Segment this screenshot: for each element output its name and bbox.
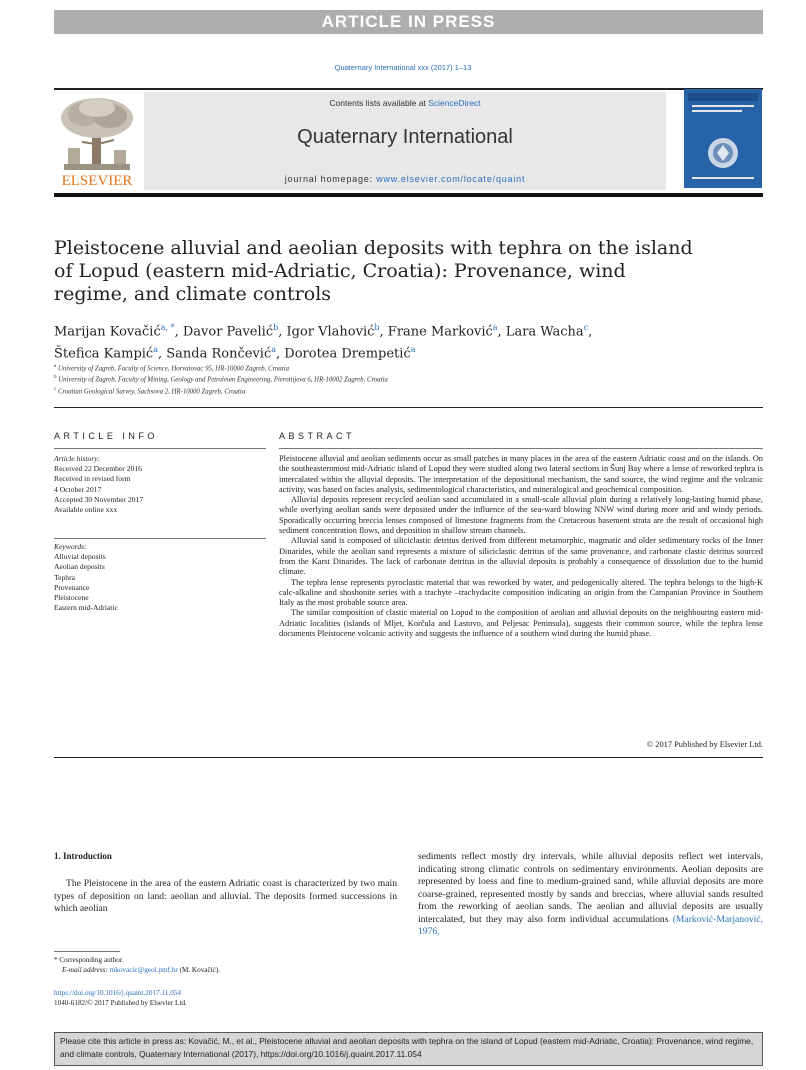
- authors-line-2: [54, 341, 754, 363]
- header-bottom-rule: [54, 193, 763, 197]
- history-item: 4 October 2017: [54, 484, 102, 494]
- author-affil-mark[interactable]: b: [273, 323, 279, 332]
- affiliation-item: [54, 373, 754, 384]
- introduction-text-left: The Pleistocene in the area of the eastern Adriatic coast is characterized by two main types of deposition on land: aeolian and alluvial. The deposits formed successions in which aeolian: [54, 878, 397, 914]
- introduction-text: sediments reflect mostly dry intervals, while alluvial deposits reflect wet intervals, indicating strong climatic controls on sedimentary environments. Aeolian deposits are represented by loess and fine to medium-grained sand, while alluvial deposits are more coarse-grained, represented mostly by sands and breccias, where alluvial sands resulted from the reworking of aeolian sands. The aeolian and alluvial deposits are usually intercalated, but they may also form individual accumulations: [418, 851, 763, 925]
- contents-available-line: [144, 98, 666, 108]
- affiliations: [54, 362, 754, 396]
- homepage-prefix: journal homepage:: [284, 174, 377, 184]
- journal-cover-image: [684, 89, 762, 188]
- journal-citation-link[interactable]: Quaternary International xxx (2017) 1–13: [334, 63, 472, 72]
- affiliation-mark: a: [54, 364, 57, 369]
- paper-title: Pleistocene alluvial and aeolian deposits with tephra on the island of Lopud (eastern mid-Adriatic, Croatia): Provenance, wind regime, and climate controls: [54, 237, 693, 305]
- author-affil-mark[interactable]: a: [410, 345, 416, 355]
- author-name[interactable]: , Frane Marković: [379, 324, 493, 340]
- email-suffix: (M. Kovačić).: [177, 965, 221, 974]
- doi-link[interactable]: https://doi.org/10.1016/j.quaint.2017.11.054: [54, 989, 181, 997]
- history-item: Received 22 December 2016: [54, 464, 142, 474]
- history-item: Accepted 30 November 2017: [54, 494, 144, 504]
- tree-icon: [54, 94, 140, 172]
- divider: [54, 407, 763, 408]
- contents-prefix: Contents lists available at: [329, 98, 429, 108]
- author-name[interactable]: , Davor Pavelić: [174, 324, 274, 340]
- divider: [279, 448, 763, 449]
- journal-homepage-line: [144, 174, 666, 184]
- history-item: Available online xxx: [54, 505, 118, 515]
- doi-block: [54, 988, 397, 1008]
- affiliation-mark: b: [54, 375, 57, 381]
- author-affil-mark[interactable]: a, *: [160, 323, 175, 332]
- introduction-heading: 1. Introduction: [54, 851, 112, 861]
- affiliation-text: Croatian Geological Survey, Sachsova 2, HR-10000 Zagreb, Croatia: [57, 388, 246, 396]
- issn-line: 1040-6182/© 2017 Published by Elsevier Ltd.: [54, 999, 187, 1007]
- copyright-notice: © 2017 Published by Elsevier Ltd.: [646, 740, 763, 749]
- keyword-item: Eastern mid-Adriatic: [54, 603, 118, 613]
- article-history: [54, 454, 266, 515]
- author-affil-mark[interactable]: c: [583, 323, 589, 332]
- divider: [54, 538, 266, 539]
- abstract-paragraph: Alluvial deposits represent recycled aeolian sand accumulated in a small-scale alluvial plain during a relatively long-lasting humid phase, while overlying aeolian sands were deposited under the influence of the sea-ward blowing NNW wind during more arid and windy periods. Sporadically occurring breccia lenses composed of limestone fragments from the Cretaceous basement strata are the result of occasional high sediment concentration flows, and deposition in shallow stream channels.: [279, 495, 763, 536]
- abstract-heading: ABSTRACT: [279, 431, 356, 441]
- corresponding-author-footnote: [54, 956, 397, 975]
- journal-cover-icon: [684, 89, 762, 188]
- author-name[interactable]: , Dorotea Drempetić: [276, 346, 411, 362]
- email-line: [54, 966, 397, 976]
- affiliation-item: [54, 362, 754, 373]
- header-top-rule: [54, 88, 763, 90]
- sciencedirect-link[interactable]: ScienceDirect: [428, 98, 481, 108]
- author-separator: ,: [588, 324, 593, 340]
- history-item: Received in revised form: [54, 474, 131, 484]
- author-name[interactable]: Marijan Kovačić: [54, 324, 161, 340]
- affiliation-item: [54, 385, 754, 396]
- footnote-rule: [54, 951, 120, 952]
- affiliation-text: University of Zagreb, Faculty of Mining, Geology and Petroleum Engineering, Pierottijeva 6, HR-10002 Zagreb, Croatia: [58, 376, 388, 384]
- journal-homepage-link[interactable]: www.elsevier.com/locate/quaint: [376, 174, 526, 184]
- email-link[interactable]: mkovacic@geol.pmf.hr: [109, 965, 178, 974]
- author-affil-mark[interactable]: a: [271, 345, 277, 355]
- author-name[interactable]: , Lara Wacha: [497, 324, 584, 340]
- author-name[interactable]: Štefica Kampić: [54, 346, 154, 362]
- corresponding-label: Corresponding author.: [59, 956, 124, 964]
- author-name[interactable]: , Igor Vlahović: [278, 324, 375, 340]
- elsevier-wordmark: ELSEVIER: [61, 173, 133, 189]
- keyword-item: Pleistocene: [54, 593, 89, 603]
- divider: [54, 448, 266, 449]
- author-name[interactable]: , Sanda Rončević: [158, 346, 272, 362]
- affiliation-mark: c: [54, 386, 57, 392]
- abstract-paragraph: Pleistocene alluvial and aeolian sediments occur as small patches in many places in the area of the eastern Adriatic coast and on the islands. On the southeasternmost mid-Adriatic island of Lopud they were studied along two lateral sections in Šunj Bay where a lense of reworked tephra is intercalated within the alluvial deposits. The interpretation of the depositional mechanism, the sand source, the wind regime and the volcanic activity, was based on facies analysis, sedimentological characteristics, and mineralogical and geochemical composition.: [279, 454, 763, 494]
- keyword-item: Provenance: [54, 582, 90, 592]
- author-list: [54, 319, 754, 364]
- affiliation-text: University of Zagreb, Faculty of Science, Horvatovac 95, HR-10000 Zagreb, Croatia: [57, 365, 289, 373]
- journal-title: Quaternary International: [297, 126, 513, 148]
- abstract-paragraph: The similar composition of clastic material on Lopud to the composition of aeolian and alluvial deposits on the neighbouring eastern mid-Adriatic localities (islands of Mljet, Korčula and Lastovo, and Peljesac Peninsula), suggests their common source, while the tephra lense documents Pleistocene volcanic activity and suggests the influence of a southern wind during the humid phase.: [279, 608, 763, 639]
- keywords: [54, 542, 266, 613]
- divider: [54, 757, 763, 758]
- email-label: E-mail address:: [62, 965, 110, 974]
- introduction-text-right: [418, 851, 763, 939]
- author-affil-mark[interactable]: b: [374, 323, 380, 332]
- authors-line-1: [54, 319, 754, 341]
- reference-link[interactable]: (Marković-Marjanović, 1976,: [418, 913, 763, 937]
- keyword-item: Tephra: [54, 572, 75, 582]
- keyword-item: Alluvial deposits: [54, 552, 106, 562]
- author-affil-mark[interactable]: a: [153, 345, 158, 355]
- article-info-heading: ARTICLE INFO: [54, 431, 158, 441]
- history-label: Article history:: [54, 454, 101, 463]
- abstract-paragraph: The tephra lense represents pyroclastic material that was reworked by water, and pedogenically altered. The tephra belongs to the high-K calc-alkaline and shoshonite series with a trachyte –trachydacite composition indicating an origin from the Campanian Province in Southern Italy as the most probable source area.: [279, 577, 763, 608]
- abstract-body: [279, 454, 763, 639]
- article-in-press-banner: ARTICLE IN PRESS: [54, 10, 763, 34]
- abstract-paragraph: Alluvial sand is composed of siliciclastic detritus derived from different metamorphic, magmatic and older sedimentary rocks of the Inner Dinarides, while the aeolian sand represents a mixture of siliciclastic detritus of the same provenance, and carbonate clastic detritus sourced from the Karst Dinarides. The lack of carbonate detritus in the alluvial deposits is probably a consequence of dissolution due to the humid climate.: [279, 536, 763, 577]
- please-cite-text: Please cite this article in press as: Kovačić, M., et al., Pleistocene alluvial and aeolian deposits with tephra on the island of Lopud (eastern mid-Adriatic, Croatia): Provenance, wind regime, and climate controls, Quaternary International (2017), https://doi.org/10.1016/j.quaint.2017.11.054: [60, 1036, 754, 1059]
- keyword-item: Aeolian deposits: [54, 562, 105, 572]
- corresponding-line: [54, 956, 397, 966]
- keywords-label: Keywords:: [54, 542, 87, 551]
- footnote-star: *: [54, 956, 58, 964]
- author-affil-mark[interactable]: a: [492, 323, 498, 332]
